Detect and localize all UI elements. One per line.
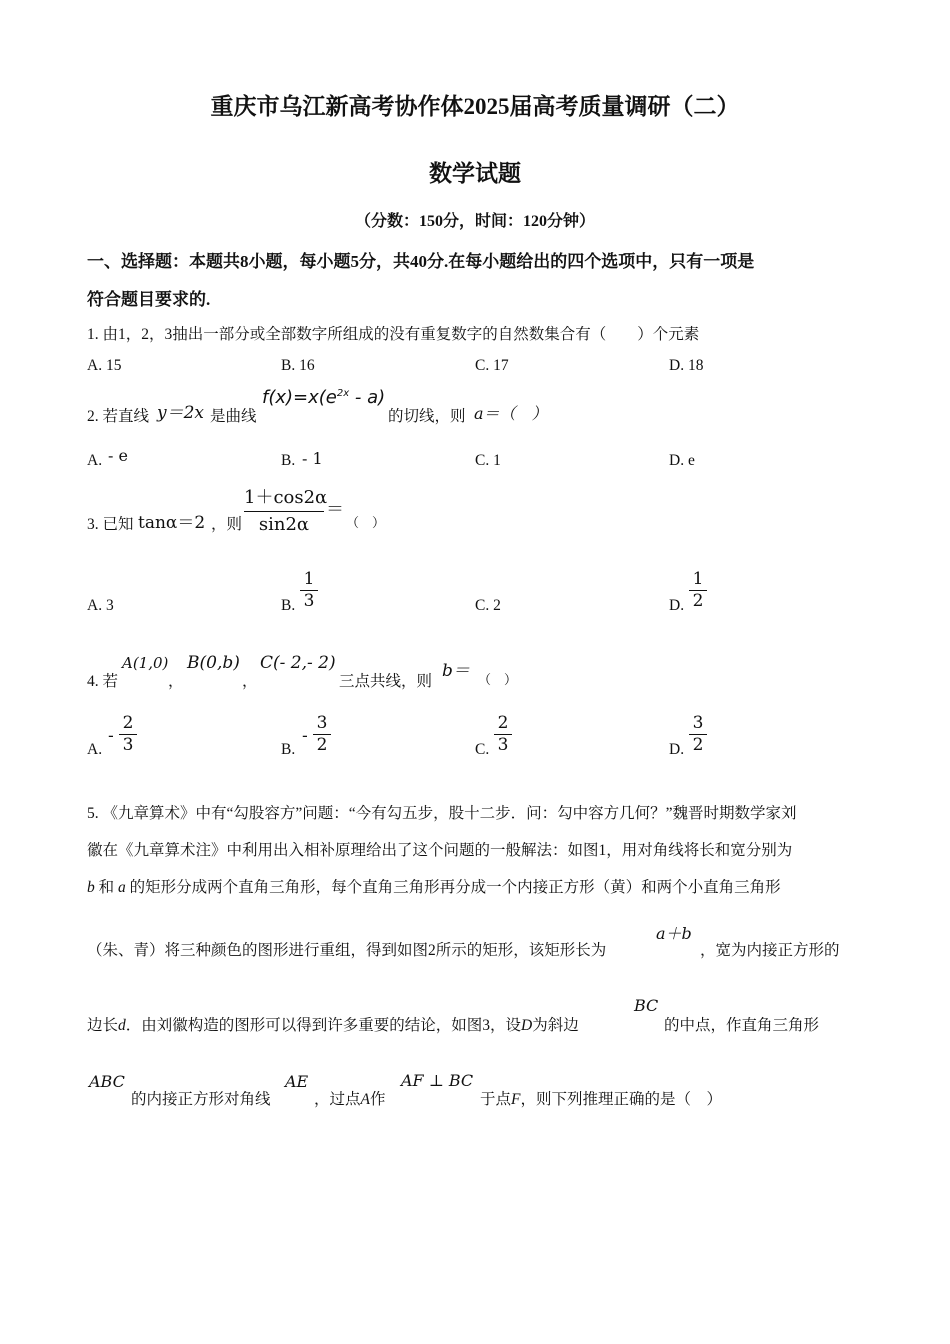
q5-line-3: b 和 a 的矩形分成两个直角三角形，每个直角三角形再分成一个内接正方形（黄）和两个小直角三角形 xyxy=(87,879,781,896)
q4-point-b: B(0,b) xyxy=(187,653,240,673)
q5-line-6-mid: 的内接正方形对角线 xyxy=(131,1091,271,1108)
q2-prefix: 2. 若直线 xyxy=(87,408,150,425)
q3-mid: ，则 xyxy=(211,516,243,533)
section-heading-line2: 符合题目要求的. xyxy=(87,290,211,309)
q5-line-6-mid2: ，过点A作 xyxy=(314,1091,386,1108)
q4-comma-2: ， xyxy=(242,673,258,690)
q3-equals: ＝ xyxy=(326,499,344,520)
q5-line-4-pre: （朱、青）将三种颜色的图形进行重组，得到如图2所示的矩形，该矩形长为 xyxy=(87,942,607,959)
q5-line-6-abc: ABC xyxy=(89,1072,125,1091)
q2-option-b-value: - 1 xyxy=(302,449,323,468)
q2-curve-expr: $f(x)=x(e^{2x} - a)$ xyxy=(262,387,386,408)
q5-line-5-bc: BC xyxy=(634,996,659,1015)
q3-option-d-fraction: 1 2 xyxy=(689,569,707,611)
q3-paren: （ ） xyxy=(346,515,386,530)
q3-option-c: C. 2 xyxy=(475,597,501,614)
q4-point-c: C(- 2,- 2) xyxy=(260,653,336,673)
q3-frac-num: 1＋cos2α xyxy=(244,487,328,508)
q3-option-b-fraction: 1 3 xyxy=(300,569,318,611)
q1-option-b: B. 16 xyxy=(281,357,315,374)
q4-comma-1: ， xyxy=(168,673,184,690)
q3-prefix: 3. 已知 xyxy=(87,516,134,533)
q5-line-5: 边长d．由刘徽构造的图形可以得到许多重要的结论，如图3，设D为斜边 xyxy=(87,1017,579,1034)
q2-option-c: C. 1 xyxy=(475,452,501,469)
q4-option-a-minus: - xyxy=(108,726,114,745)
q3-given: tanα＝2 xyxy=(138,513,206,533)
q5-line-6-post: 于点F，则下列推理正确的是（ ） xyxy=(480,1091,722,1108)
q2-suffix: 的切线，则 xyxy=(388,408,466,425)
q2-option-a-label: A. xyxy=(87,452,103,469)
q4-option-c-label: C. xyxy=(475,741,490,758)
q3-fraction xyxy=(244,483,328,535)
exam-title: 重庆市乌江新高考协作体2025届高考质量调研（二） xyxy=(210,94,740,119)
q3-frac-den: sin2α xyxy=(258,514,310,535)
q4-suffix: 三点共线，则 xyxy=(339,673,433,690)
q5-line-6-expr: AF ⊥ BC xyxy=(401,1071,474,1090)
q2-mid: 是曲线 xyxy=(210,408,257,425)
q2-option-b-label: B. xyxy=(281,452,296,469)
q1-option-a: A. 15 xyxy=(87,357,122,374)
q3-frac-bar xyxy=(244,511,324,512)
q4-prefix: 4. 若 xyxy=(87,673,119,690)
q4-option-b-minus: - xyxy=(302,726,308,745)
q3-option-d-label: D. xyxy=(669,597,685,614)
section-heading-line1: 一、选择题：本题共8小题，每小题5分，共40分.在每小题给出的四个选项中，只有一项是 xyxy=(87,252,755,271)
q3-option-b-label: B. xyxy=(281,597,296,614)
q1-option-c: C. 17 xyxy=(475,357,509,374)
q4-option-b-label: B. xyxy=(281,741,296,758)
q4-option-b-fraction: 3 2 xyxy=(313,713,331,755)
q2-ask: a＝（ ） xyxy=(474,404,548,423)
q2-line-expr: y＝2x xyxy=(157,403,205,423)
q4-point-a: A(1,0) xyxy=(122,654,169,672)
q4-option-a-fraction: 2 3 xyxy=(119,713,137,755)
q1-stem: 1. 由1，2，3抽出一部分或全部数字所组成的没有重复数字的自然数集合有（ ）个元素 xyxy=(87,326,700,343)
q4-option-d-fraction: 3 2 xyxy=(689,713,707,755)
q5-line-1: 5. 《九章算术》中有“勾股容方”问题：“今有勾五步，股十二步．问：勾中容方几何？”魏晋时期数学家刘 xyxy=(87,805,797,822)
q4-option-a-label: A. xyxy=(87,741,103,758)
q5-line-2: 徽在《九章算术注》中利用出入相补原理给出了这个问题的一般解法：如图1，用对角线将长和宽分别为 xyxy=(87,842,793,859)
q5-line-4-post: ，宽为内接正方形的 xyxy=(700,942,840,959)
exam-info: （分数：150分，时间：120分钟） xyxy=(354,213,595,230)
q2-option-d: D. e xyxy=(669,452,695,469)
q5-line-6-ae: AE xyxy=(285,1072,309,1091)
q5-line-5-post: 的中点，作直角三角形 xyxy=(664,1017,820,1034)
subject-title: 数学试题 xyxy=(429,161,521,186)
q4-option-c-fraction: 2 3 xyxy=(494,713,512,755)
q5-line-4-expr: a＋b xyxy=(656,924,692,943)
q1-option-d: D. 18 xyxy=(669,357,704,374)
q4-ask: b＝ xyxy=(442,661,470,681)
q4-paren: （ ） xyxy=(478,672,518,687)
q2-option-a-value: - e xyxy=(108,446,128,465)
q3-option-a: A. 3 xyxy=(87,597,114,614)
q4-option-d-label: D. xyxy=(669,741,685,758)
